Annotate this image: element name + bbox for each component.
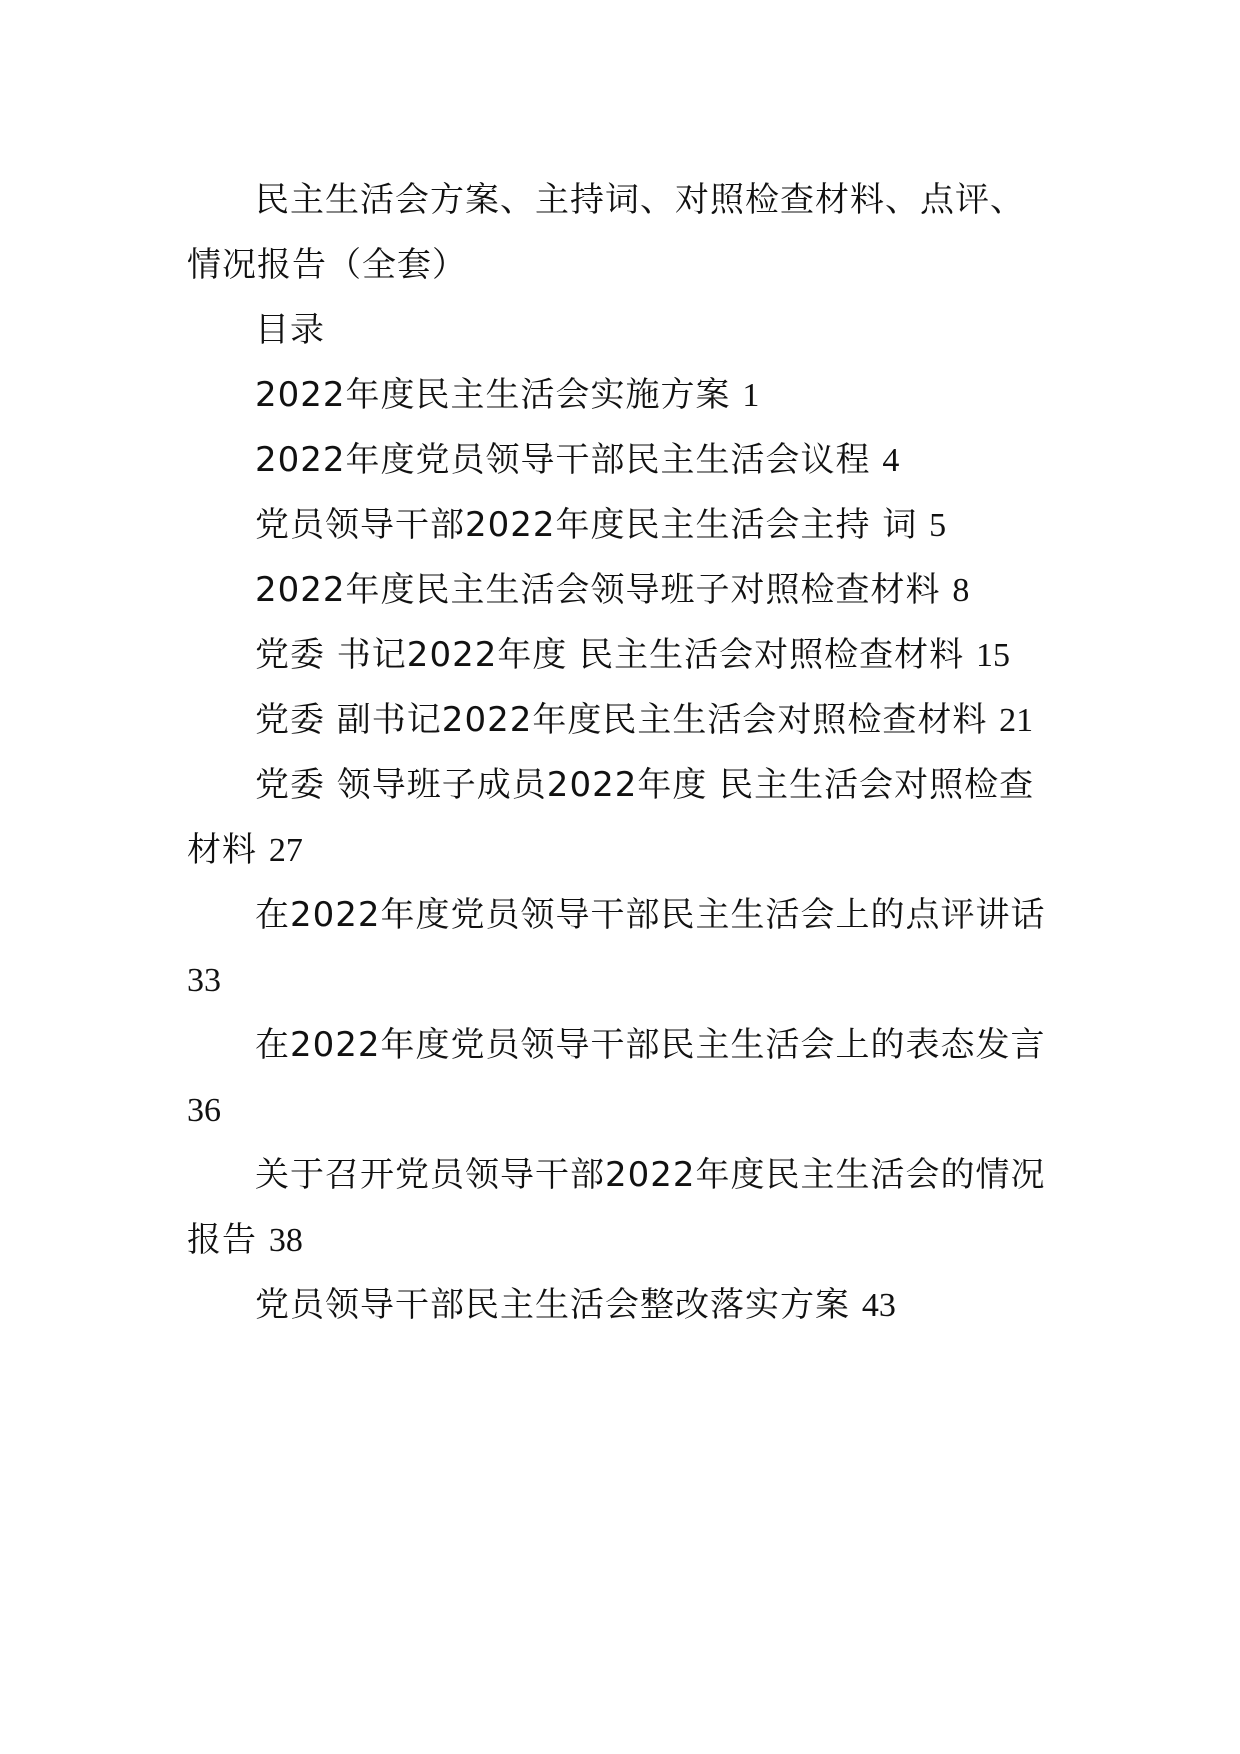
toc-entry-text: 关于召开党员领导干部2022年度民主生活会的情况报告	[187, 1155, 1046, 1260]
toc-entry	[187, 883, 1057, 1013]
toc-entry-page-number: 1	[742, 377, 760, 414]
toc-entry-text: 在2022年度党员领导干部民主生活会上的点评讲话	[255, 895, 1046, 935]
toc-entry-page-number: 33	[187, 962, 221, 999]
page-content	[187, 168, 1057, 1338]
toc-entry-text: 2022年度党员领导干部民主生活会议程	[255, 440, 871, 480]
toc-entry	[187, 1013, 1057, 1143]
toc-entry-page-number: 15	[975, 637, 1010, 674]
toc-entry	[187, 493, 1057, 558]
toc-entry	[187, 1273, 1057, 1338]
toc-heading	[187, 298, 1057, 363]
toc-entry	[187, 688, 1057, 753]
toc-entry-text: 2022年度民主生活会实施方案	[255, 375, 731, 415]
toc-entry-text: 在2022年度党员领导干部民主生活会上的表态发言	[255, 1025, 1046, 1065]
document-title	[187, 168, 1057, 298]
toc-entry-text: 党员领导干部民主生活会整改落实方案	[255, 1285, 850, 1325]
toc-entry-text: 2022年度民主生活会领导班子对照检查材料	[255, 570, 941, 610]
toc-entry	[187, 428, 1057, 493]
toc-entry-page-number: 27	[268, 832, 303, 869]
toc-entry-text: 党委 书记2022年度 民主生活会对照检查材料	[255, 635, 965, 675]
toc-entry-text: 党员领导干部2022年度民主生活会主持 词	[255, 505, 918, 545]
toc-entry-page-number: 5	[929, 507, 947, 544]
toc-entry-page-number: 21	[999, 702, 1034, 739]
toc-heading-text: 目录	[255, 310, 325, 350]
toc-entry-page-number: 8	[952, 572, 970, 609]
toc-entry-text: 党委 副书记2022年度民主生活会对照检查材料	[255, 700, 988, 740]
toc-entry	[187, 1143, 1057, 1273]
toc-entry	[187, 363, 1057, 428]
toc-entry	[187, 753, 1057, 883]
document-title-text: 民主生活会方案、主持词、对照检查材料、点评、情况报告（全套）	[187, 180, 1025, 285]
toc-entry-text: 党委 领导班子成员2022年度 民主生活会对照检查材料	[187, 765, 1035, 870]
toc-entry-page-number: 36	[187, 1092, 221, 1129]
toc-entry	[187, 558, 1057, 623]
toc-entry-page-number: 43	[861, 1287, 896, 1324]
toc-entry-page-number: 38	[268, 1222, 303, 1259]
toc-entry-page-number: 4	[882, 442, 900, 479]
toc-entry	[187, 623, 1057, 688]
